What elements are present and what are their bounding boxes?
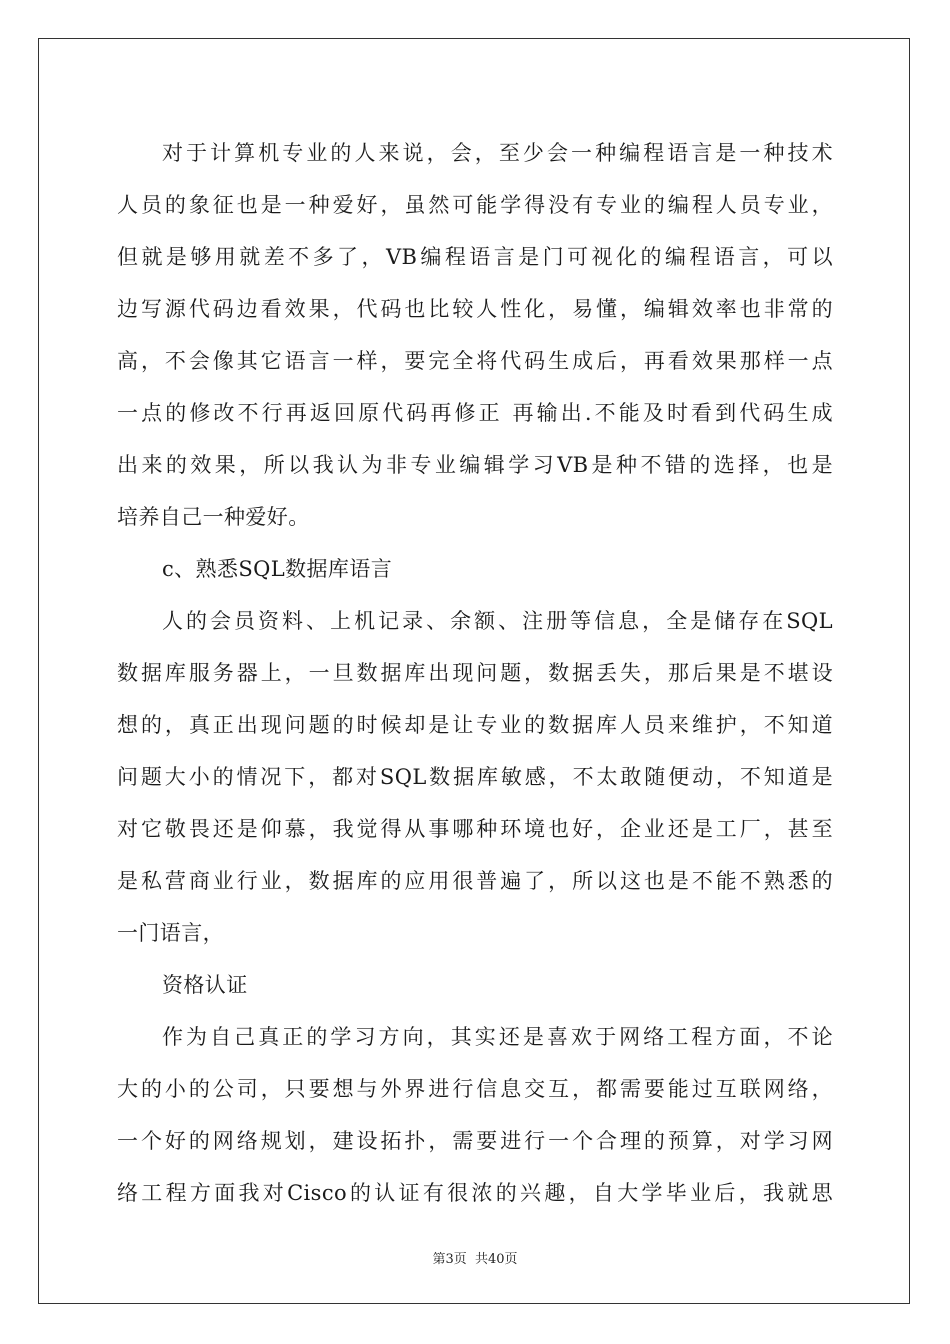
text-line: 资格认证 [162, 973, 248, 997]
text-line: 一个好的网络规划，建设拓扑，需要进行一个合理的预算，对学习网 [117, 1129, 833, 1153]
text-line: 数据库服务器上，一旦数据库出现问题，数据丢失，那后果是不堪设 [117, 661, 833, 685]
text-line: 大的小的公司，只要想与外界进行信息交互，都需要能过互联网络， [117, 1077, 833, 1101]
text-line: 出来的效果，所以我认为非专业编辑学习VB是种不错的选择，也是 [117, 453, 833, 477]
text-line: 人员的象征也是一种爱好，虽然可能学得没有专业的编程人员专业， [117, 193, 833, 217]
text-line: 边写源代码边看效果，代码也比较人性化，易懂，编辑效率也非常的 [117, 297, 833, 321]
text-line: c、熟悉SQL数据库语言 [162, 557, 393, 581]
text-line: 但就是够用就差不多了，VB编程语言是门可视化的编程语言，可以 [117, 245, 833, 269]
text-line: 是私营商业行业，数据库的应用很普遍了，所以这也是不能不熟悉的 [117, 869, 833, 893]
page-number: 第3页 [432, 1252, 467, 1267]
text-line: 一点的修改不行再返回原代码再修正 再输出.不能及时看到代码生成 [117, 401, 833, 425]
text-line: 络工程方面我对Cisco的认证有很浓的兴趣，自大学毕业后，我就思 [117, 1181, 833, 1205]
text-line: 对它敬畏还是仰慕，我觉得从事哪种环境也好，企业还是工厂，甚至 [117, 817, 833, 841]
text-line: 一门语言， [117, 921, 224, 945]
document-body [117, 127, 833, 1219]
text-line: 对于计算机专业的人来说，会，至少会一种编程语言是一种技术 [162, 141, 833, 165]
text-line: 想的，真正出现问题的时候却是让专业的数据库人员来维护，不知道 [117, 713, 833, 737]
text-line: 作为自己真正的学习方向，其实还是喜欢于网络工程方面，不论 [162, 1025, 833, 1049]
text-line: 人的会员资料、上机记录、余额、注册等信息，全是储存在SQL [162, 609, 833, 633]
text-line: 培养自己一种爱好。 [117, 505, 310, 529]
text-line: 高，不会像其它语言一样，要完全将代码生成后，再看效果那样一点 [117, 349, 833, 373]
page-total: 共40页 [474, 1252, 518, 1267]
text-line: 问题大小的情况下，都对SQL数据库敏感，不太敢随便动，不知道是 [117, 765, 833, 789]
page-footer [0, 1248, 950, 1267]
